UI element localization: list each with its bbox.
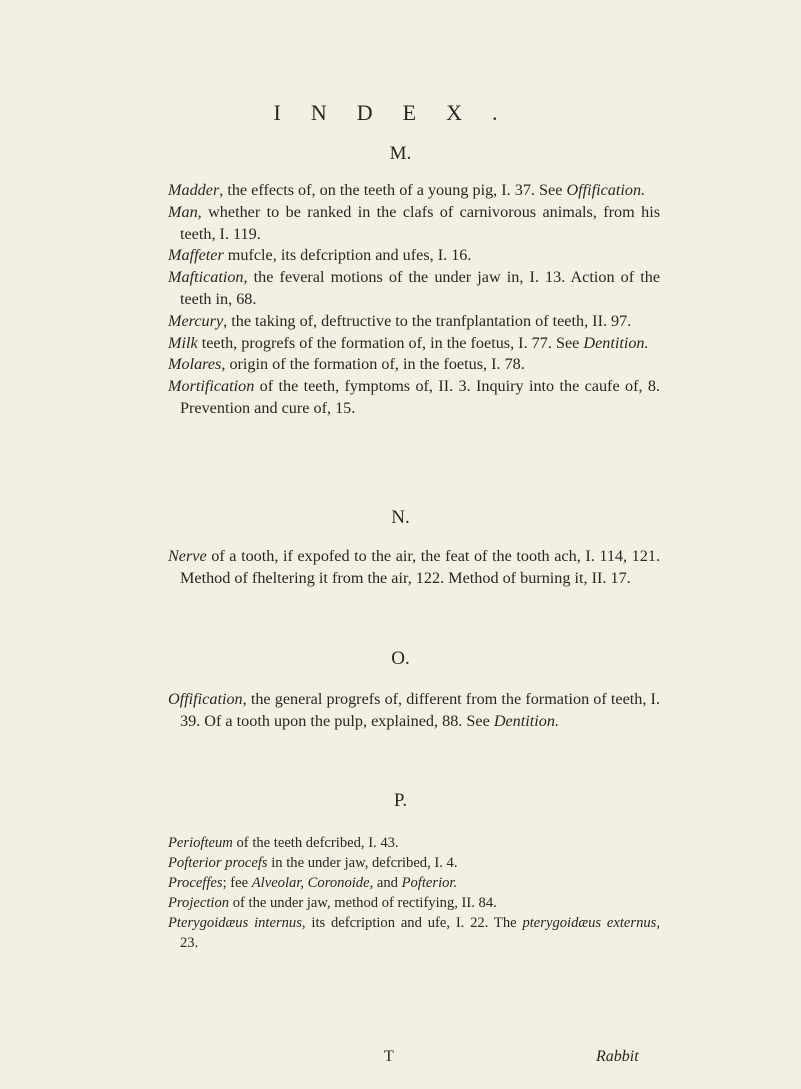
index-entry [168, 311, 660, 333]
entry-head: Maftication [168, 268, 244, 287]
entry-ref: Alveolar, Coronoide, [251, 875, 374, 891]
page-header: INDEX. [273, 100, 528, 125]
entry-head: Mercury [168, 311, 224, 330]
signature-mark: T [384, 1048, 394, 1065]
index-entry [168, 913, 660, 953]
entry-text: in the under jaw, defcribed, I. 4. [267, 855, 458, 871]
entry-text: , origin of the formation of, in the foetus, I. 78. [221, 355, 525, 374]
entry-head: Projection [168, 895, 230, 911]
entry-head: Offification [168, 690, 243, 708]
entry-head: Pofterior procefs [168, 855, 268, 871]
entry-text-2: , 23. [180, 915, 661, 951]
entry-text: mufcle, its defcription and ufes, I. 16. [223, 246, 472, 265]
entry-text: of the under jaw, method of rectifying, II. 84. [229, 895, 497, 911]
entry-text: , whether to be ranked in the clafs of carnivorous animals, from his teeth, I. 119. [180, 202, 660, 243]
entry-ref: Dentition. [583, 333, 649, 352]
entry-head: Periofteum [168, 835, 233, 851]
index-entry [168, 354, 660, 376]
section-letter-n: N. [391, 507, 410, 528]
section-o-entries [168, 689, 660, 733]
index-entry [168, 376, 660, 420]
entry-head: Molares [168, 355, 222, 374]
entry-text: , the feveral motions of the under jaw in, I. 13. Action of the teeth in, 68. [180, 268, 660, 308]
index-entry [168, 873, 660, 893]
entry-text: of a tooth, if expofed to the air, the feat of the tooth ach, I. 114, 121. Method of fheltering it from the air, 122. Method of burning it, II. 17. [180, 547, 660, 587]
entry-head: Man [168, 202, 198, 221]
entry-head: Pterygoidæus internus [168, 915, 302, 931]
entry-text: teeth, progrefs of the formation of, in the foetus, I. 77. See [197, 333, 584, 352]
entry-ref: pterygoidæus externus [522, 915, 657, 931]
index-entry [168, 689, 660, 733]
entry-head: Madder [168, 181, 220, 199]
index-entry [168, 267, 660, 311]
entry-text-2: and [373, 875, 402, 891]
entry-ref: Dentition. [493, 711, 560, 730]
entry-text: , the general progrefs of, different from the formation of teeth, I. 39. Of a tooth upon the pulp, explained, 88. See [180, 690, 660, 730]
index-entry [168, 245, 660, 267]
catchword: Rabbit [596, 1048, 639, 1065]
index-entry [168, 180, 660, 202]
entry-head: Milk [168, 333, 198, 352]
section-letter-m: M. [389, 143, 412, 164]
index-entry [168, 893, 660, 913]
entry-text: ; fee [222, 875, 252, 891]
entry-ref: Offification. [566, 181, 646, 199]
section-letter-o: O. [391, 648, 410, 669]
section-m-entries [168, 180, 660, 420]
section-p-entries [168, 833, 660, 953]
entry-text: of the teeth defcribed, I. 43. [232, 835, 399, 851]
index-entry [168, 333, 660, 355]
entry-head: Nerve [168, 547, 207, 565]
entry-text: , the taking of, deftructive to the tranfplantation of teeth, II. 97. [223, 311, 632, 330]
section-letter-p: P. [393, 790, 408, 811]
entry-ref-2: Pofterior. [401, 875, 458, 891]
section-n-entries [168, 546, 660, 590]
entry-head: Mortification [168, 377, 255, 396]
entry-head: Maffeter [168, 246, 224, 265]
entry-text: , the effects of, on the teeth of a young pig, I. 37. See [219, 181, 567, 199]
index-entry [168, 833, 660, 853]
index-entry [168, 853, 660, 873]
entry-text: , its defcription and ufe, I. 22. The [301, 915, 523, 931]
index-entry [168, 202, 660, 246]
entry-text: of the teeth, fymptoms of, II. 3. Inquiry into the caufe of, 8. Prevention and cure of, 15. [180, 377, 660, 417]
entry-head: Proceffes [168, 875, 223, 891]
index-entry [168, 546, 660, 590]
